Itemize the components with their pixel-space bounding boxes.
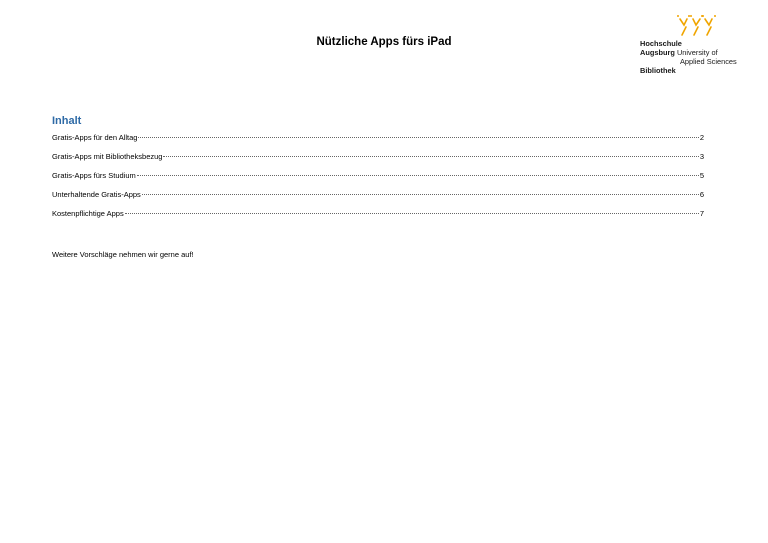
toc-entry-kostenpflichtig[interactable] — [52, 209, 704, 228]
hochschule-augsburg-logo — [640, 13, 760, 83]
toc-entry-page: 5 — [699, 171, 704, 180]
toc-entry-label: Gratis-Apps mit Bibliotheksbezug — [52, 152, 163, 161]
toc-entry-bibliotheksbezug[interactable] — [52, 152, 704, 171]
toc-entry-unterhaltende[interactable] — [52, 190, 704, 209]
suggestions-note: Weitere Vorschläge nehmen wir gerne auf! — [52, 250, 194, 259]
logo-university-of: University of — [674, 48, 718, 57]
toc-entry-label: Gratis-Apps fürs Studium — [52, 171, 136, 180]
logo-line-applied-sciences: Applied Sciences — [680, 57, 737, 66]
toc-entry-label: Gratis-Apps für den Alltag — [52, 133, 138, 142]
toc-leader-dots — [137, 175, 699, 176]
toc-leader-dots — [138, 137, 698, 138]
logo-line-bibliothek: Bibliothek — [640, 66, 676, 75]
toc-entry-page: 6 — [699, 190, 704, 199]
toc-leader-dots — [125, 213, 699, 214]
logo-augsburg-bold: Augsburg — [640, 48, 675, 57]
toc-entry-studium[interactable] — [52, 171, 704, 190]
logo-mark-icon — [676, 13, 718, 37]
toc-entry-page: 7 — [699, 209, 704, 218]
toc-entry-page: 3 — [699, 152, 704, 161]
toc-entry-alltag[interactable] — [52, 133, 704, 152]
toc-leader-dots — [163, 156, 698, 157]
toc-leader-dots — [142, 194, 699, 195]
table-of-contents — [52, 133, 704, 228]
page-title: Nützliche Apps fürs iPad — [316, 36, 452, 48]
toc-entry-label: Kostenpflichtige Apps — [52, 209, 124, 218]
logo-line-augsburg — [640, 48, 718, 57]
toc-entry-label: Unterhaltende Gratis-Apps — [52, 190, 141, 199]
logo-line-hochschule: Hochschule — [640, 39, 682, 48]
toc-entry-page: 2 — [699, 133, 704, 142]
toc-heading: Inhalt — [52, 115, 82, 127]
